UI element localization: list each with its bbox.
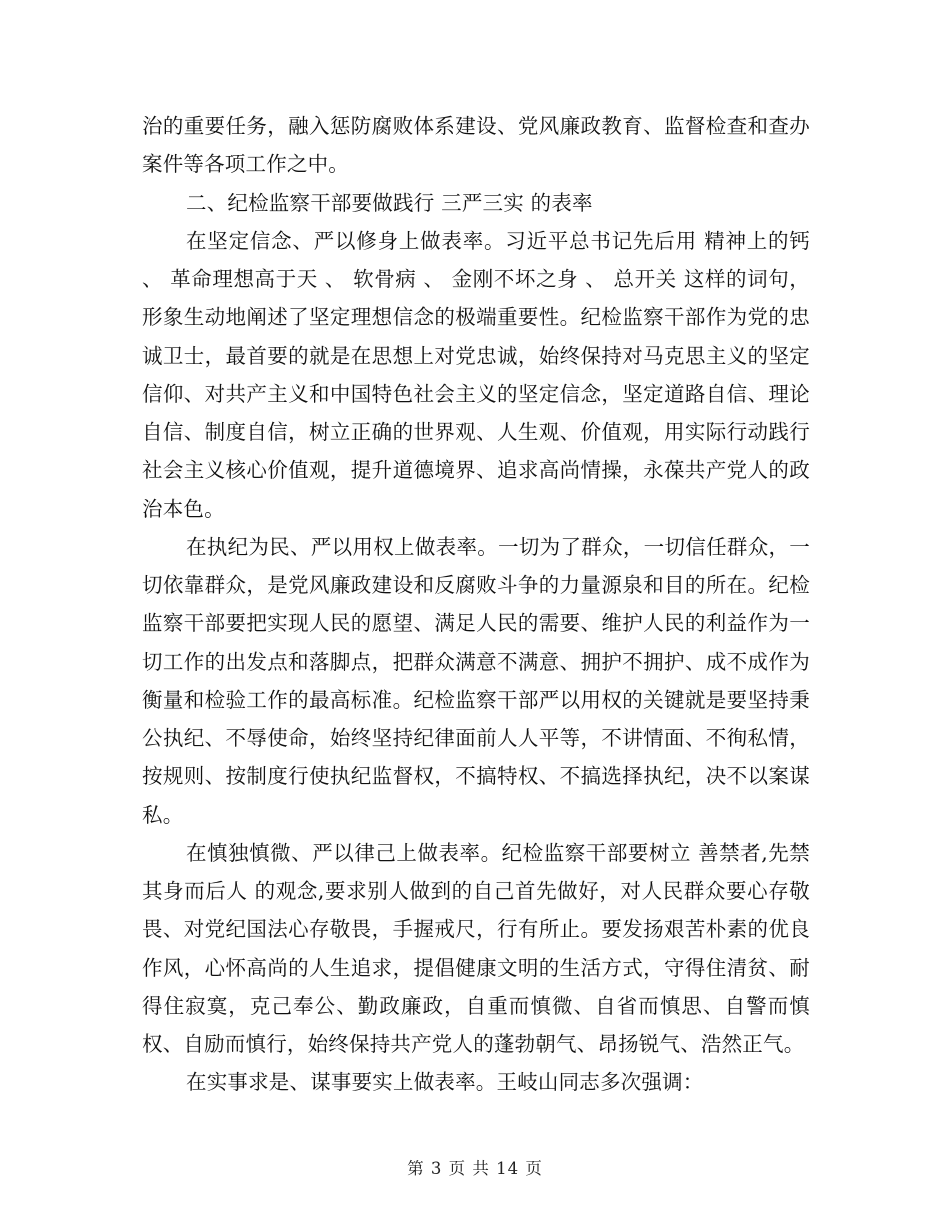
- paragraph-practical: 在实事求是、谋事要实上做表率。王岐山同志多次强调：: [186, 1070, 704, 1095]
- paragraph-self-discipline: 在慎独慎微、严以律己上做表率。纪检监察干部要树立 善禁者,先禁其身而后人 的观念,要求别人做到的自己首先做好，对人民群众要心存敬畏、对党纪国法心存敬畏，手握戒尺，行有所止。要发扬艰苦朴素的优良作风，心怀高尚的人生追求，提倡健康文明的生活方式，守得住清贫、耐得住寂寞，克己奉公、勤政廉政，自重而慎微、自省而慎思、自警而慎权、自励而慎行，始终保持共产党人的蓬勃朝气、昂扬锐气、浩然正气。: [142, 840, 810, 1056]
- page-number-footer: 第 3 页 共 14 页: [407, 1159, 543, 1178]
- paragraph-discipline: 在执纪为民、严以用权上做表率。一切为了群众，一切信任群众，一切依靠群众，是党风廉政建设和反腐败斗争的力量源泉和目的所在。纪检监察干部要把实现人民的愿望、满足人民的需要、维护人民的利益作为一切工作的出发点和落脚点，把群众满意不满意、拥护不拥护、成不成作为衡量和检验工作的最高标准。纪检监察干部严以用权的关键就是要坚持秉公执纪、不辱使命，始终坚持纪律面前人人平等，不讲情面、不徇私情，按规则、按制度行使执纪监督权，不搞特权、不搞选择执纪，决不以案谋私。: [142, 534, 810, 827]
- paragraph-faith: 在坚定信念、严以修身上做表率。习近平总书记先后用 精神上的钙 、 革命理想高于天 、 软骨病 、 金刚不坏之身 、 总开关 这样的词句，形象生动地阐述了坚定理想信念的极端重要性。纪检监察干部作为党的忠诚卫士，最首要的就是在思想上对党忠诚，始终保持对马克思主义的坚定信仰、对共产主义和中国特色社会主义的坚定信念，坚定道路自信、理论自信、制度自信，树立正确的世界观、人生观、价值观，用实际行动践行社会主义核心价值观，提升道德境界、追求高尚情操，永葆共产党人的政治本色。: [142, 228, 810, 521]
- document-body: [142, 107, 810, 1102]
- paragraph-continuation: 治的重要任务，融入惩防腐败体系建设、党风廉政教育、监督检查和查办案件等各项工作之中。: [142, 114, 810, 177]
- section-heading: 二、纪检监察干部要做践行 三严三实 的表率: [186, 190, 593, 215]
